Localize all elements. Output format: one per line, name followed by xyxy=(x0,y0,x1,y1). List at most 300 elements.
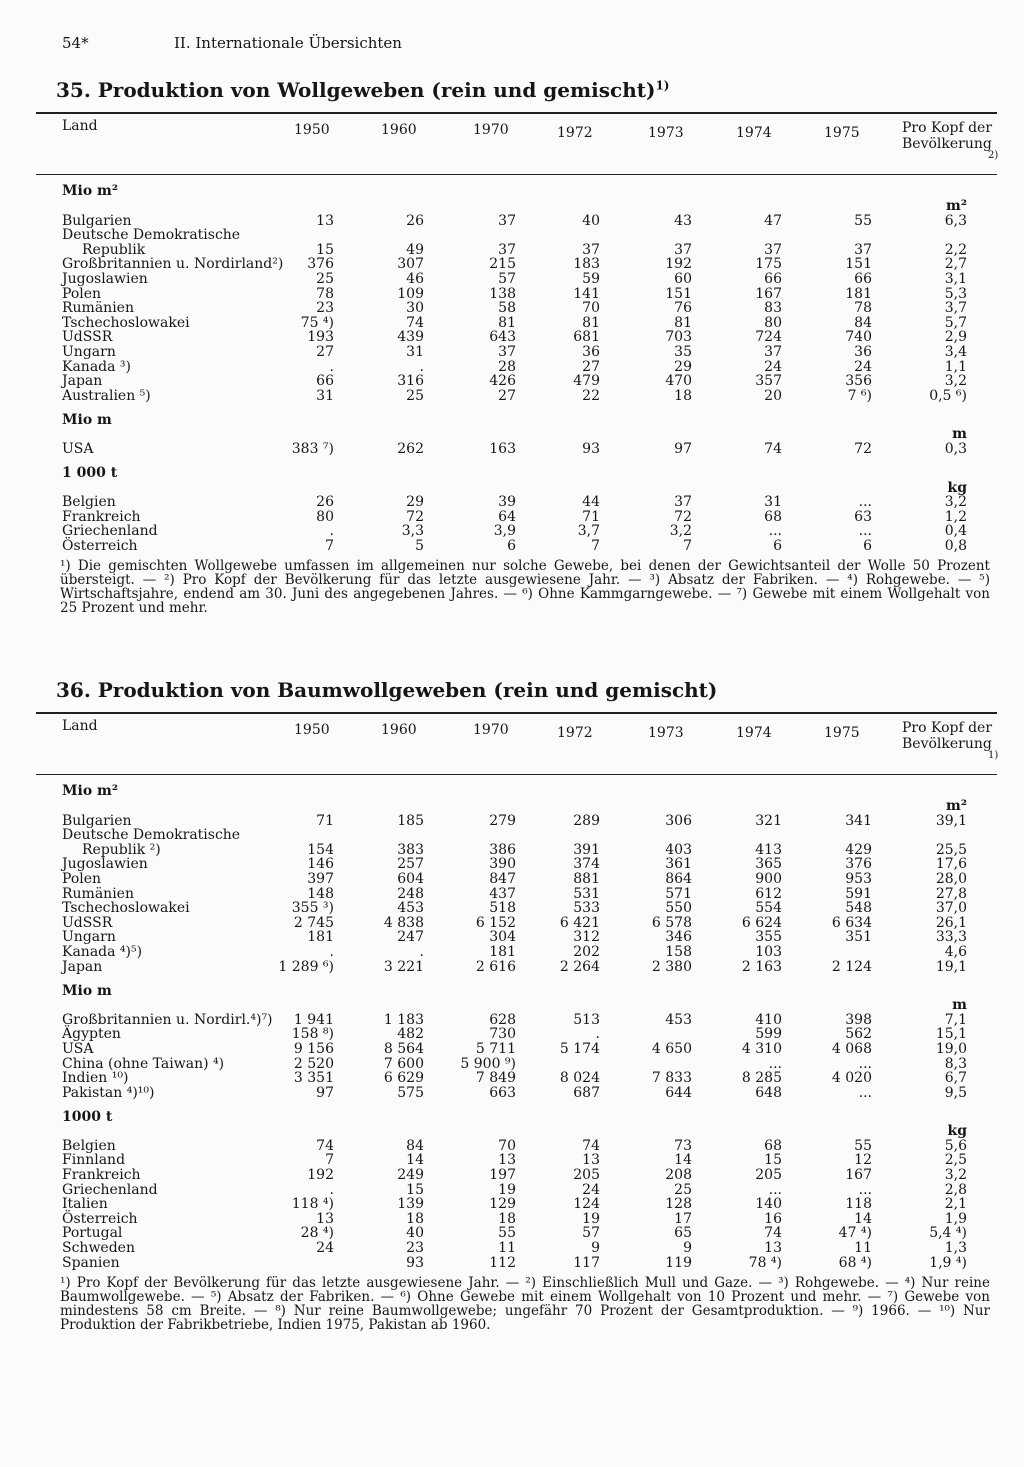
value-cell: 65 xyxy=(674,1225,692,1242)
per-capita-cell: 8,3 xyxy=(944,1055,967,1072)
value-cell: 29 xyxy=(406,494,424,511)
pro-kopf-note: 1) xyxy=(988,750,999,761)
value-cell: 429 xyxy=(845,841,872,858)
value-cell: 66 xyxy=(854,270,872,287)
value-cell: 141 xyxy=(573,285,600,302)
value-cell: 13 xyxy=(316,212,334,229)
value-cell: 548 xyxy=(845,900,872,917)
unit-row xyxy=(36,974,997,998)
value-cell xyxy=(516,1057,600,1072)
value-cell: 5 174 xyxy=(559,1040,600,1057)
value-cell: 31 xyxy=(316,387,334,404)
value-cell: 63 xyxy=(854,508,872,525)
country-label: Deutsche Demokratische xyxy=(62,227,241,244)
value-cell: 306 xyxy=(665,812,692,829)
value-cell: 12 xyxy=(854,1152,872,1169)
per-capita-cell: 3,1 xyxy=(944,270,967,287)
value-cell: 703 xyxy=(665,329,692,346)
country-label: Tschechoslowakei xyxy=(62,900,190,917)
value-cell: 8 024 xyxy=(559,1070,600,1087)
table-row xyxy=(36,539,997,554)
per-capita-unit-row xyxy=(36,998,997,1013)
value-cell: 398 xyxy=(845,1011,872,1028)
value-cell: 74 xyxy=(582,1137,600,1154)
value-cell: 55 xyxy=(498,1225,516,1242)
value-cell: 19 xyxy=(498,1181,516,1198)
per-capita-cell: 1,3 xyxy=(944,1240,967,1257)
value-cell: 7 xyxy=(325,537,334,554)
value-cell: 37 xyxy=(674,494,692,511)
value-cell: 1 289 ⁶) xyxy=(278,958,334,975)
value-cell: . xyxy=(329,358,334,375)
table-row xyxy=(36,257,997,272)
table-row xyxy=(36,1168,997,1183)
value-cell: 74 xyxy=(764,1225,782,1242)
country-label: UdSSR xyxy=(62,329,113,346)
per-capita-cell: 2,2 xyxy=(944,241,967,258)
table-row xyxy=(36,1042,997,1057)
value-cell: 2 380 xyxy=(651,958,692,975)
table-row xyxy=(36,214,997,229)
value-cell: 249 xyxy=(397,1167,424,1184)
value-cell: 25 xyxy=(674,1181,692,1198)
table-row xyxy=(36,1027,997,1042)
value-cell: 6 421 xyxy=(559,914,600,931)
per-capita-cell: 2,7 xyxy=(944,256,967,273)
value-cell: 3,9 xyxy=(493,523,516,540)
value-cell: 5 900 ⁹) xyxy=(460,1055,516,1072)
value-cell: 279 xyxy=(489,812,516,829)
per-capita-cell: 3,4 xyxy=(944,343,967,360)
value-cell: 158 ⁸) xyxy=(291,1026,334,1043)
value-cell: 9 xyxy=(591,1240,600,1257)
value-cell: 5 xyxy=(415,537,424,554)
value-cell: 124 xyxy=(573,1196,600,1213)
column-header-year: 1950 xyxy=(294,722,330,738)
value-cell: 357 xyxy=(755,373,782,390)
value-cell: 11 xyxy=(498,1240,516,1257)
table-row xyxy=(36,872,997,887)
table-36-title-text: 36. Produktion von Baumwollgeweben (rein und gemischt) xyxy=(56,678,718,702)
value-cell: 18 xyxy=(498,1210,516,1227)
value-cell: 365 xyxy=(755,856,782,873)
value-cell: 205 xyxy=(755,1167,782,1184)
value-cell: 376 xyxy=(307,256,334,273)
value-cell: 953 xyxy=(845,870,872,887)
value-cell: 81 xyxy=(674,314,692,331)
value-cell: 55 xyxy=(854,1137,872,1154)
value-cell: 129 xyxy=(489,1196,516,1213)
value-cell: 71 xyxy=(582,508,600,525)
per-capita-unit: kg xyxy=(947,479,967,496)
value-cell: 97 xyxy=(674,440,692,457)
value-cell: 109 xyxy=(397,285,424,302)
value-cell: 550 xyxy=(665,900,692,917)
value-cell: 57 xyxy=(498,270,516,287)
table-row xyxy=(36,442,997,457)
value-cell: 14 xyxy=(854,1210,872,1227)
table-row xyxy=(36,828,997,843)
value-cell: 289 xyxy=(573,812,600,829)
per-capita-cell: 2,9 xyxy=(944,329,967,346)
per-capita-unit-row xyxy=(36,481,997,496)
table-row xyxy=(36,287,997,302)
value-cell: 248 xyxy=(397,885,424,902)
value-cell: 25 xyxy=(316,270,334,287)
value-cell: 724 xyxy=(755,329,782,346)
per-capita-cell: 5,6 xyxy=(944,1137,967,1154)
page-number: 54* xyxy=(62,34,89,52)
value-cell: 193 xyxy=(307,329,334,346)
value-cell: 4 020 xyxy=(831,1070,872,1087)
value-cell: 6 629 xyxy=(383,1070,424,1087)
value-cell: . xyxy=(329,1181,334,1198)
column-header-year: 1974 xyxy=(736,725,772,741)
column-header-land: Land xyxy=(62,718,98,734)
value-cell: 6 578 xyxy=(651,914,692,931)
value-cell xyxy=(516,228,600,243)
value-cell: 6 624 xyxy=(741,914,782,931)
unit-label: Mio m² xyxy=(62,183,118,200)
table-36-header xyxy=(36,712,997,775)
value-cell: 58 xyxy=(498,300,516,317)
table-row xyxy=(36,1241,997,1256)
value-cell: 351 xyxy=(845,929,872,946)
column-header-year: 1974 xyxy=(736,125,772,141)
value-cell: 7 xyxy=(683,537,692,554)
value-cell: 6 634 xyxy=(831,914,872,931)
table-row xyxy=(36,510,997,525)
country-label: Ungarn xyxy=(62,343,116,360)
pro-kopf-note: 2) xyxy=(988,150,999,161)
value-cell: 479 xyxy=(573,373,600,390)
country-label: Kanada ⁴)⁵) xyxy=(62,943,143,960)
unit-label: Mio m xyxy=(62,982,112,999)
country-label: Japan xyxy=(62,958,103,975)
value-cell: 591 xyxy=(845,885,872,902)
country-label: Polen xyxy=(62,870,102,887)
unit-row xyxy=(36,457,997,481)
value-cell: ... xyxy=(858,1055,872,1072)
value-cell: 70 xyxy=(582,300,600,317)
value-cell: 197 xyxy=(489,1167,516,1184)
value-cell: 55 xyxy=(854,212,872,229)
column-header-year: 1970 xyxy=(473,722,509,738)
value-cell: 17 xyxy=(674,1210,692,1227)
table-36-section xyxy=(36,678,997,1332)
value-cell: 27 xyxy=(498,387,516,404)
unit-row xyxy=(36,175,997,199)
country-label: Italien xyxy=(62,1196,108,1213)
value-cell: 146 xyxy=(307,856,334,873)
value-cell: 139 xyxy=(397,1196,424,1213)
unit-row xyxy=(36,1100,997,1124)
value-cell: 8 564 xyxy=(383,1040,424,1057)
per-capita-unit: m xyxy=(952,426,967,443)
value-cell: 71 xyxy=(316,812,334,829)
value-cell xyxy=(334,228,424,243)
country-label: Spanien xyxy=(62,1254,120,1271)
value-cell: 93 xyxy=(406,1254,424,1271)
value-cell: 84 xyxy=(406,1137,424,1154)
value-cell: 64 xyxy=(498,508,516,525)
value-cell: 13 xyxy=(764,1240,782,1257)
value-cell: 81 xyxy=(498,314,516,331)
value-cell: 37 xyxy=(854,241,872,258)
country-label: Jugoslawien xyxy=(62,856,148,873)
country-label: Finnland xyxy=(62,1152,126,1169)
column-header-pro-kopf: Pro Kopf der Bevölkerung xyxy=(902,120,993,152)
value-cell: ... xyxy=(858,494,872,511)
table-35-header xyxy=(36,112,997,175)
per-capita-cell xyxy=(872,228,997,243)
value-cell: 78 xyxy=(854,300,872,317)
value-cell: 78 ⁴) xyxy=(748,1254,782,1271)
value-cell: 47 xyxy=(764,212,782,229)
value-cell: 730 xyxy=(489,1026,516,1043)
country-label: Belgien xyxy=(62,494,116,511)
value-cell: 2 616 xyxy=(475,958,516,975)
value-cell: 2 124 xyxy=(831,958,872,975)
value-cell: 9 xyxy=(683,1240,692,1257)
value-cell: 262 xyxy=(397,440,424,457)
country-label: Bulgarien xyxy=(62,212,132,229)
value-cell: 84 xyxy=(854,314,872,331)
value-cell: 25 xyxy=(406,387,424,404)
country-label: Frankreich xyxy=(62,508,141,525)
per-capita-cell: 5,7 xyxy=(944,314,967,331)
value-cell: 881 xyxy=(573,870,600,887)
value-cell: 18 xyxy=(406,1210,424,1227)
value-cell: 383 ⁷) xyxy=(291,440,334,457)
value-cell xyxy=(600,1027,692,1042)
value-cell: 24 xyxy=(582,1181,600,1198)
value-cell: 66 xyxy=(764,270,782,287)
per-capita-cell xyxy=(872,828,997,843)
table-row xyxy=(36,857,997,872)
per-capita-cell: 39,1 xyxy=(935,812,967,829)
value-cell: 22 xyxy=(582,387,600,404)
per-capita-cell: 5,3 xyxy=(944,285,967,302)
value-cell: 3,3 xyxy=(401,523,424,540)
value-cell: 60 xyxy=(674,270,692,287)
table-row xyxy=(36,316,997,331)
value-cell: 80 xyxy=(764,314,782,331)
value-cell: 14 xyxy=(406,1152,424,1169)
table-row xyxy=(36,330,997,345)
column-header-year: 1972 xyxy=(557,725,593,741)
value-cell: 470 xyxy=(665,373,692,390)
table-row xyxy=(36,345,997,360)
column-header-year: 1960 xyxy=(381,122,417,138)
per-capita-cell: 1,2 xyxy=(944,508,967,525)
value-cell: 151 xyxy=(665,285,692,302)
unit-label: Mio m² xyxy=(62,783,118,800)
value-cell: 37 xyxy=(582,241,600,258)
country-label: Griechenland xyxy=(62,523,158,540)
value-cell: 681 xyxy=(573,329,600,346)
value-cell: 36 xyxy=(854,343,872,360)
per-capita-cell: 6,3 xyxy=(944,212,967,229)
value-cell: 20 xyxy=(764,387,782,404)
value-cell: 192 xyxy=(665,256,692,273)
value-cell: 75 ⁴) xyxy=(300,314,334,331)
value-cell: 14 xyxy=(674,1152,692,1169)
per-capita-cell: 7,1 xyxy=(944,1011,967,1028)
value-cell: 439 xyxy=(397,329,424,346)
value-cell: 37 xyxy=(764,241,782,258)
per-capita-cell: 2,8 xyxy=(944,1181,967,1198)
table-row xyxy=(36,930,997,945)
value-cell: 47 ⁴) xyxy=(838,1225,872,1242)
country-label: Belgien xyxy=(62,1137,116,1154)
per-capita-cell: 3,2 xyxy=(944,373,967,390)
value-cell: 74 xyxy=(406,314,424,331)
value-cell: 151 xyxy=(845,256,872,273)
value-cell: 80 xyxy=(316,508,334,525)
value-cell: 386 xyxy=(489,841,516,858)
country-label: Österreich xyxy=(62,1210,138,1227)
value-cell: 687 xyxy=(573,1084,600,1101)
table-row xyxy=(36,1086,997,1101)
country-label: Schweden xyxy=(62,1240,135,1257)
value-cell: 31 xyxy=(764,494,782,511)
value-cell: . xyxy=(329,523,334,540)
country-label: Polen xyxy=(62,285,102,302)
table-35-title-note: 1) xyxy=(655,78,670,93)
value-cell: 648 xyxy=(755,1084,782,1101)
value-cell: ... xyxy=(858,1181,872,1198)
country-label: USA xyxy=(62,1040,94,1057)
country-label: Indien ¹⁰) xyxy=(62,1070,129,1087)
value-cell: 83 xyxy=(764,300,782,317)
value-cell: 39 xyxy=(498,494,516,511)
value-cell xyxy=(424,828,516,843)
table-row xyxy=(36,1153,997,1168)
country-label: UdSSR xyxy=(62,914,113,931)
country-label: Pakistan ⁴)¹⁰) xyxy=(62,1084,155,1101)
value-cell: 43 xyxy=(674,212,692,229)
table-36-title xyxy=(56,678,997,702)
value-cell xyxy=(782,228,872,243)
value-cell: 138 xyxy=(489,285,516,302)
value-cell: 571 xyxy=(665,885,692,902)
table-row xyxy=(36,1212,997,1227)
value-cell: 562 xyxy=(845,1026,872,1043)
country-label: Japan xyxy=(62,373,103,390)
value-cell: ... xyxy=(768,1055,782,1072)
value-cell: 376 xyxy=(845,856,872,873)
column-header-year: 1975 xyxy=(824,725,860,741)
value-cell: 70 xyxy=(498,1137,516,1154)
table-36-footnotes: ¹) Pro Kopf der Bevölkerung für das letzte ausgewiesene Jahr. — ²) Einschließlich Mull und Gaze. — ³) Rohgewebe. — ⁴) Nur reine Baumwollgewebe. — ⁵) Absatz der Fabriken. — ⁶) Ohne Gewebe mit einem Wollgehalt von 10 Prozent und mehr. — ⁷) Gewebe von mindestens 58 cm Breite. — ⁸) Nur reine Baumwollgewebe; ungefähr 70 Prozent der Gesamtproduktion. — ⁹) 1966. — ¹⁰) Nur Produktion der Fabrikbetriebe, Indien 1975, Pakistan ab 1960. xyxy=(60,1275,990,1334)
per-capita-cell: 3,2 xyxy=(944,494,967,511)
value-cell: 410 xyxy=(755,1011,782,1028)
value-cell: 81 xyxy=(582,314,600,331)
value-cell: 24 xyxy=(854,358,872,375)
value-cell: 78 xyxy=(316,285,334,302)
value-cell: 390 xyxy=(489,856,516,873)
value-cell: 35 xyxy=(674,343,692,360)
value-cell: 7 600 xyxy=(383,1055,424,1072)
value-cell xyxy=(516,828,600,843)
value-cell: 29 xyxy=(674,358,692,375)
table-36 xyxy=(36,775,997,1270)
value-cell xyxy=(276,228,334,243)
per-capita-cell: 5,4 ⁴) xyxy=(929,1225,967,1242)
country-label: Bulgarien xyxy=(62,812,132,829)
unit-row xyxy=(36,403,997,427)
value-cell: ... xyxy=(858,523,872,540)
value-cell: 900 xyxy=(755,870,782,887)
value-cell: 74 xyxy=(316,1137,334,1154)
value-cell: 163 xyxy=(489,440,516,457)
value-cell: 13 xyxy=(582,1152,600,1169)
country-label: Österreich xyxy=(62,537,138,554)
per-capita-cell: 9,5 xyxy=(944,1084,967,1101)
value-cell xyxy=(692,228,782,243)
value-cell: 73 xyxy=(674,1137,692,1154)
country-label: Portugal xyxy=(62,1225,123,1242)
value-cell: 37 xyxy=(498,212,516,229)
per-capita-cell: 0,5 ⁶) xyxy=(929,387,967,404)
per-capita-cell: 27,8 xyxy=(935,885,967,902)
country-label: Großbritannien u. Nordirl.⁴)⁷) xyxy=(62,1011,273,1028)
value-cell: 205 xyxy=(573,1167,600,1184)
value-cell: 356 xyxy=(845,373,872,390)
value-cell: . xyxy=(595,1026,600,1043)
value-cell: 1 941 xyxy=(293,1011,334,1028)
value-cell: 7 xyxy=(591,537,600,554)
value-cell xyxy=(276,828,334,843)
value-cell: 383 xyxy=(397,841,424,858)
country-label: Rumänien xyxy=(62,885,134,902)
per-capita-cell: 26,1 xyxy=(935,914,967,931)
table-row xyxy=(36,495,997,510)
per-capita-cell: 0,8 xyxy=(944,537,967,554)
per-capita-cell: 1,1 xyxy=(944,358,967,375)
value-cell: 304 xyxy=(489,929,516,946)
column-header-pro-kopf: Pro Kopf der Bevölkerung xyxy=(902,720,993,752)
value-cell xyxy=(782,945,872,960)
per-capita-cell: 3,2 xyxy=(944,1167,967,1184)
per-capita-unit-row xyxy=(36,799,997,814)
per-capita-cell: 3,7 xyxy=(944,300,967,317)
value-cell: 453 xyxy=(397,900,424,917)
value-cell: 2 264 xyxy=(559,958,600,975)
table-row xyxy=(36,1226,997,1241)
value-cell: 2 520 xyxy=(293,1055,334,1072)
table-row xyxy=(36,901,997,916)
value-cell: 26 xyxy=(316,494,334,511)
per-capita-cell: 15,1 xyxy=(935,1026,967,1043)
value-cell: 183 xyxy=(573,256,600,273)
table-row xyxy=(36,1071,997,1086)
table-row xyxy=(36,301,997,316)
value-cell: 37 xyxy=(498,343,516,360)
value-cell: 185 xyxy=(397,812,424,829)
value-cell xyxy=(334,828,424,843)
value-cell xyxy=(600,228,692,243)
table-row xyxy=(36,360,997,375)
country-label: Australien ⁵) xyxy=(62,387,151,404)
table-row xyxy=(36,389,997,404)
value-cell: 1 183 xyxy=(383,1011,424,1028)
value-cell: 140 xyxy=(755,1196,782,1213)
value-cell: 46 xyxy=(406,270,424,287)
table-row xyxy=(36,272,997,287)
column-header-year: 1970 xyxy=(473,122,509,138)
